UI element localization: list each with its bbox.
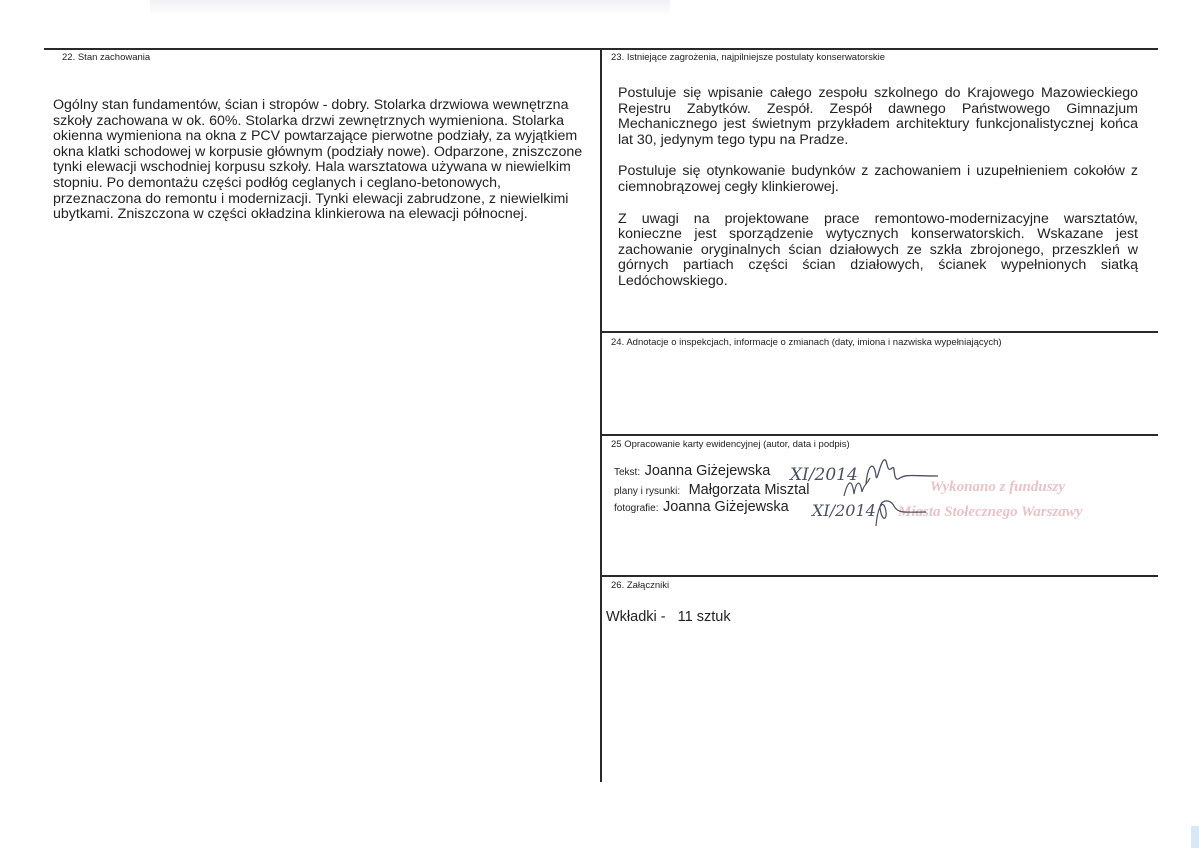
section-25-label: 25 Opracowanie karty ewidencyjnej (autor, data i podpis) [611, 439, 850, 450]
section-24-label: 24. Adnotacje o inspekcjach, informacje o zmianach (daty, imiona i nazwiska wypełniających) [611, 337, 1002, 348]
credit-plans-key: plany i rysunki: [614, 486, 681, 497]
rule-section-25 [600, 434, 1158, 436]
credit-text-author: Joanna Giżejewska [644, 463, 771, 479]
column-divider [600, 48, 602, 782]
scan-artifact [150, 0, 670, 16]
rule-section-26 [600, 575, 1158, 577]
section-22-label: 22. Stan zachowania [62, 52, 151, 63]
signature-photos-handwriting [810, 494, 930, 530]
attachments-row [606, 609, 731, 625]
stamp-line-2: Miasta Stołecznego Warszawy [898, 504, 1083, 520]
credit-text-row [614, 462, 770, 480]
section-22-text: Ogólny stan fundamentów, ścian i stropów - dobry. Stolarka drzwiowa wewnętrzna szkoły zachowana w ok. 60%. Stolarka drzwi zewnętrznych wymieniona. Stolarka okienna wymieniona na okna z PCV powtarzające pierwotne podziały, za wyjątkiem okna klatki schodowej w korpusie głównym (podziały nowe). Odparzone, zniszczone tynki elewacji wschodniej korpusu szkoły. Hala warsztatowa używana w niewielkim stopniu. Po demontażu części podłóg ceglanych i ceglano-betonowych, przeznaczona do remontu i modernizacji. Tynki elewacji zabrudzone, z niewielkimi ubytkami. Zniszczona w części okładzina klinkierowa na elewacji północnej. [53, 97, 583, 223]
credit-photos-row [614, 498, 789, 516]
attachments-label: Wkładki - [606, 609, 666, 625]
handwritten-date-photos: XI/2014 [812, 501, 876, 520]
signature-scribble-photos [876, 501, 926, 526]
attachments-count: 11 sztuk [677, 609, 731, 625]
scan-edge-mark [1191, 826, 1199, 848]
section-23-paragraph: Z uwagi na projektowane prace remontowo-modernizacyjne warsztatów, konieczne jest sporządzenie wytycznych konserwatorskich. Wskazane jest zachowanie oryginalnych ścian działowych ze szkła zbrojonego, przeszkleń w górnych partiach części ścian działowych, ścianek wypełnionych siatką Ledóchowskiego. [618, 210, 1138, 289]
section-23-paragraph: Postuluje się wpisanie całego zespołu szkolnego do Krajowego Mazowieckiego Rejestru Zabytków. Zespół. Zespół dawnego Państwowego Gimnazjum Mechanicznego jest świetnym przykładem architektury funkcjonalistycznej końca lat 30, jedynym tego typu na Pradze. [618, 85, 1138, 148]
credit-photos-key: fotografie: [614, 503, 659, 514]
top-rule-right [600, 48, 1158, 50]
section-23-paragraph: Postuluje się otynkowanie budynków z zachowaniem i uzupełnieniem cokołów z ciemnobrązowej cegły klinkierowej. [618, 163, 1138, 195]
credit-plans-author: Małgorzata Misztal [688, 482, 810, 498]
credit-photos-author: Joanna Giżejewska [662, 499, 789, 515]
handwritten-date-text: XI/2014 [790, 465, 858, 485]
top-rule-left [44, 48, 600, 50]
section-23-label: 23. Istniejące zagrożenia, najpilniejsze postulaty konserwatorskie [611, 52, 886, 63]
section-23-content [618, 86, 1138, 306]
stamp-line-1: Wykonano z funduszy [930, 479, 1066, 495]
credit-text-key: Tekst: [614, 467, 641, 478]
credit-plans-row [614, 481, 809, 499]
rule-section-24 [600, 331, 1158, 333]
section-26-label: 26. Załączniki [611, 580, 670, 591]
